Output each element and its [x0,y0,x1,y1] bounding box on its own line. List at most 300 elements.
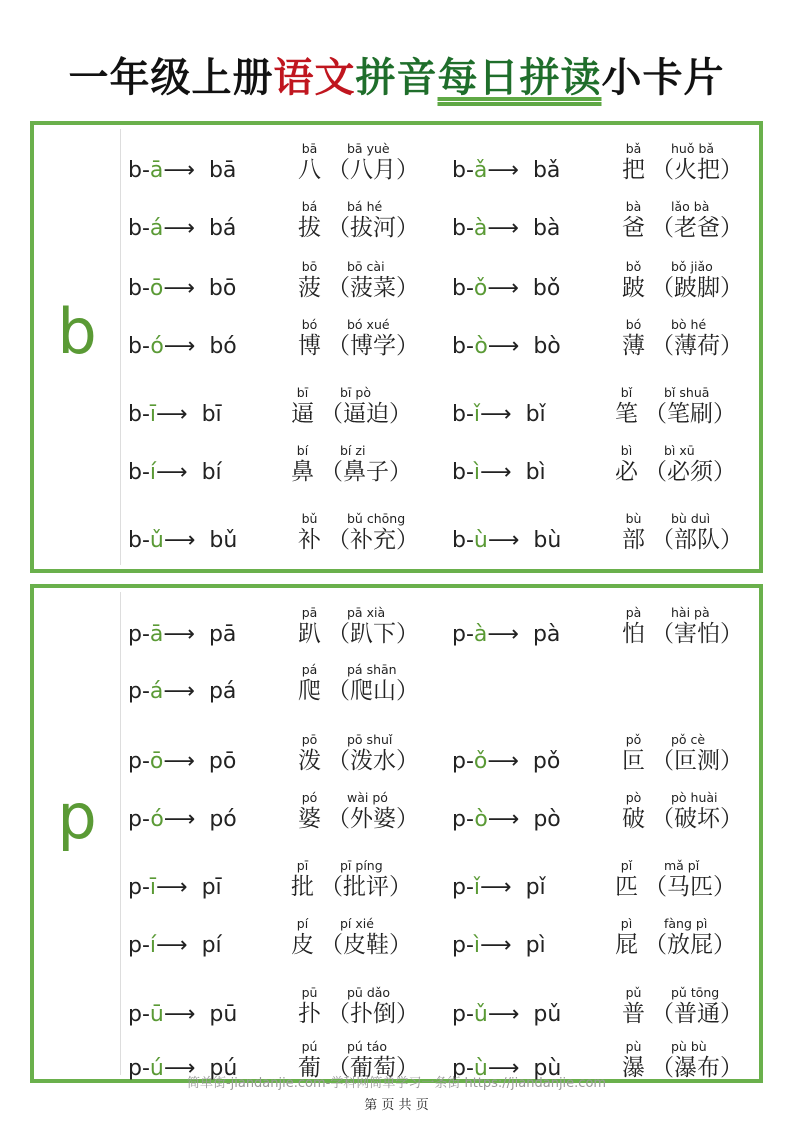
character: 菠 [298,275,321,301]
word-pinyin: pō shuǐ [347,732,393,747]
arrow: ⟶ [480,875,512,900]
spelling-formula [128,528,237,553]
word: （害怕） [651,621,743,647]
character: 八 [298,157,321,183]
character-pinyin: pà [625,605,642,620]
character: 趴 [298,621,321,647]
syllable-result: pí [201,933,222,958]
spelling-formula [452,402,546,427]
word-block [320,385,412,427]
word-pinyin: mǎ pǐ [664,858,700,873]
word-pinyin: pù bù [671,1039,707,1054]
syllable-result: bì [525,460,546,485]
character: 批 [291,874,314,900]
spelling-formula [452,622,560,647]
character-pinyin: bǐ [620,385,633,400]
tone-vowel: ì [473,460,481,485]
arrow: ⟶ [487,1056,520,1081]
consonant: b- [128,216,150,241]
syllable-result: pō [208,749,237,774]
word-block [320,858,412,900]
word-pinyin: fàng pì [664,916,708,931]
tone-vowel: ǐ [473,875,481,900]
tone-vowel: ǒ [473,276,488,301]
word-pinyin: pò huài [671,790,718,805]
word-block [651,141,743,183]
tone-vowel: ú [149,1056,164,1081]
spelling-formula [452,334,561,359]
word: （薄荷） [651,333,743,359]
word: （趴下） [327,621,419,647]
character-block [298,985,321,1027]
word-pinyin: huǒ bǎ [671,141,715,156]
card-panel-p [30,584,763,1083]
word-pinyin: bù duì [671,511,711,526]
pinyin-entry [452,507,762,557]
word: （批评） [320,874,412,900]
syllable-result: pà [532,622,561,647]
word: （跛脚） [651,275,743,301]
consonant: b- [452,528,474,553]
pinyin-entry [452,313,762,363]
character: 屁 [615,932,638,958]
pinyin-entry [128,137,438,187]
character-pinyin: pī [296,858,309,873]
character-block [298,259,321,301]
pinyin-entry [128,728,438,778]
word-block [644,858,736,900]
arrow: ⟶ [163,679,195,704]
consonant: p- [128,1002,150,1027]
word-block [651,317,743,359]
consonant: p- [452,1056,474,1081]
character-block [298,199,321,241]
spelling-formula [452,158,560,183]
consonant: b- [452,276,474,301]
syllable-result: pī [201,875,222,900]
pinyin-entry [452,195,762,245]
character: 普 [622,1001,645,1027]
consonant: b- [128,276,150,301]
title-part-pinyin: 拼音 [355,55,438,101]
spelling-formula [128,216,236,241]
pinyin-entry [128,786,438,836]
word-pinyin: pǔ tōng [671,985,720,1000]
word-pinyin: lǎo bà [671,199,710,214]
character-pinyin: bǒ [625,259,642,274]
word-pinyin: pú táo [347,1039,388,1054]
arrow: ⟶ [163,528,196,553]
arrow: ⟶ [163,276,195,301]
word: （菠菜） [327,275,419,301]
tone-vowel: ù [473,528,488,553]
arrow: ⟶ [487,528,520,553]
word-block [651,985,743,1027]
character: 把 [622,157,645,183]
character-pinyin: bì [620,443,633,458]
character-pinyin: pǔ [625,985,642,1000]
arrow: ⟶ [487,807,520,832]
word-block [651,511,743,553]
consonant: b- [128,402,150,427]
arrow: ⟶ [163,749,195,774]
word: （马匹） [644,874,736,900]
character-block [615,858,638,900]
character-pinyin: bó [301,317,318,332]
character-block [298,790,321,832]
character-block [622,199,645,241]
arrow: ⟶ [163,216,195,241]
tone-vowel: à [473,622,488,647]
syllable-result: pò [533,807,561,832]
word-pinyin: hài pà [671,605,710,620]
syllable-result: bā [208,158,237,183]
character-block [615,385,638,427]
arrow: ⟶ [487,276,519,301]
consonant: b- [452,460,474,485]
character-block [291,443,314,485]
tone-vowel: ā [149,158,164,183]
word-block [651,790,743,832]
character-block [622,790,645,832]
character-block [291,916,314,958]
pinyin-entry [452,381,762,431]
pinyin-entry [452,981,762,1031]
pinyin-entry [452,439,762,489]
spelling-formula [128,933,222,958]
pinyin-entry [128,313,438,363]
spelling-formula [128,276,236,301]
word: （瀑布） [651,1055,743,1081]
consonant: p- [452,749,474,774]
arrow: ⟶ [487,334,520,359]
syllable-result: bō [208,276,237,301]
arrow: ⟶ [163,1056,196,1081]
character-block [622,605,645,647]
spelling-formula [452,933,546,958]
word-block [651,199,743,241]
spelling-formula [128,1002,237,1027]
word-pinyin: bò hé [671,317,707,332]
word-block [327,317,419,359]
tone-vowel: ǔ [149,528,164,553]
arrow: ⟶ [163,334,196,359]
spelling-formula [452,807,561,832]
character: 鼻 [291,459,314,485]
consonant: b- [452,334,475,359]
pinyin-entry [452,786,762,836]
word-block [651,605,743,647]
consonant: p- [128,875,150,900]
word: （放屁） [644,932,736,958]
arrow: ⟶ [156,402,188,427]
footer-page-number: 第 页 共 页 [364,1098,429,1113]
character-pinyin: pú [301,1039,318,1054]
pinyin-entry [452,854,762,904]
spelling-formula [128,875,222,900]
word-block [651,732,743,774]
panel-divider [120,129,121,565]
character-pinyin: pá [301,662,318,677]
consonant: b- [128,460,150,485]
consonant: b- [128,334,151,359]
character-block [615,443,638,485]
character-block [622,732,645,774]
title-part-subject: 语文 [273,55,356,101]
syllable-result: bà [532,216,561,241]
character-pinyin: pū [301,985,318,1000]
consonant: p- [128,749,150,774]
word-pinyin: bī pò [340,385,371,400]
word-pinyin: bǐ shuā [664,385,710,400]
pinyin-entry [128,981,438,1031]
tone-vowel: ò [474,334,488,359]
word: （皮鞋） [320,932,412,958]
spelling-formula [452,875,546,900]
title-part-card: 小卡片 [601,55,725,101]
spelling-formula [128,807,237,832]
word-pinyin: wài pó [347,790,388,805]
character-pinyin: bù [625,511,642,526]
character-block [622,141,645,183]
word: （鼻子） [320,459,412,485]
character-pinyin: pā [301,605,318,620]
character-pinyin: bā [301,141,318,156]
spelling-formula [128,622,236,647]
consonant: p- [452,807,475,832]
word: （破坏） [651,806,743,832]
word-pinyin: bí zi [340,443,366,458]
word: （扑倒） [327,1001,419,1027]
character-block [622,317,645,359]
word-pinyin: pī píng [340,858,383,873]
character-pinyin: bá [301,199,318,214]
tone-vowel: á [149,679,164,704]
pinyin-entry [128,255,438,305]
arrow: ⟶ [480,460,512,485]
syllable-result: bò [533,334,561,359]
footer-watermark: 简单街-jiandanjie.com-学科网简单学习一条街 https://jiandanjie.com [186,1076,607,1091]
syllable-result: pì [525,933,546,958]
character-block [298,141,321,183]
tone-vowel: ǎ [473,158,488,183]
character: 薄 [622,333,645,359]
character-block [298,511,321,553]
tone-vowel: á [149,216,164,241]
character-block [622,259,645,301]
character-pinyin: pǒ [625,732,642,747]
word-block [644,443,736,485]
syllable-result: bó [209,334,237,359]
spelling-formula [128,402,222,427]
consonant: p- [128,1056,150,1081]
syllable-result: pā [208,622,237,647]
word-pinyin: pá shān [347,662,397,677]
arrow: ⟶ [480,402,512,427]
consonant: p- [128,807,151,832]
character-pinyin: pí [296,916,309,931]
word: （八月） [327,157,419,183]
tone-vowel: ō [149,749,164,774]
tone-vowel: ā [149,622,164,647]
tone-vowel: í [149,933,157,958]
pinyin-entry [128,601,438,651]
consonant: p- [128,622,150,647]
pinyin-entry [128,854,438,904]
character-block [298,732,321,774]
character-pinyin: bí [296,443,309,458]
arrow: ⟶ [163,158,195,183]
consonant: p- [452,875,474,900]
arrow: ⟶ [156,460,188,485]
spelling-formula [128,679,236,704]
pinyin-entry [128,195,438,245]
character: 逼 [291,401,314,427]
spelling-formula [452,276,560,301]
syllable-result: pó [209,807,237,832]
character-pinyin: bō [301,259,318,274]
word: （补充） [327,527,419,553]
title-part-daily: 每日拼读 [437,55,602,101]
word: （火把） [651,157,743,183]
character: 跛 [622,275,645,301]
word: （叵测） [651,748,743,774]
character: 叵 [622,748,645,774]
character: 补 [298,527,321,553]
title-part-grade: 一年级上册 [68,55,274,101]
tone-vowel: ò [474,807,488,832]
spelling-formula [128,460,222,485]
consonant: b- [452,158,474,183]
character-pinyin: pù [625,1039,642,1054]
character-block [615,916,638,958]
character-block [298,662,321,704]
syllable-result: pá [208,679,237,704]
consonant: p- [452,933,474,958]
character: 笔 [615,401,638,427]
syllable-result: bí [201,460,222,485]
pinyin-entry [128,912,438,962]
word-block [651,259,743,301]
tone-vowel: ū [149,1002,164,1027]
word-block [320,916,412,958]
spelling-formula [128,334,237,359]
spelling-formula [452,216,560,241]
arrow: ⟶ [156,933,188,958]
character-pinyin: bó [625,317,642,332]
spelling-formula [128,749,236,774]
word-block [327,605,419,647]
word: （必须） [644,459,736,485]
character-block [298,605,321,647]
word-pinyin: pǒ cè [671,732,706,747]
word-block [327,199,419,241]
character: 匹 [615,874,638,900]
word: （老爸） [651,215,743,241]
character-pinyin: pō [301,732,318,747]
character: 扑 [298,1001,321,1027]
syllable-result: bǐ [525,402,546,427]
tone-vowel: ǔ [473,1002,488,1027]
tone-vowel: à [473,216,488,241]
character: 博 [298,333,321,359]
character-block [622,985,645,1027]
word-pinyin: bǔ chōng [347,511,406,526]
consonant: p- [452,1002,474,1027]
arrow: ⟶ [480,933,512,958]
tone-vowel: ù [473,1056,488,1081]
syllable-result: pǐ [525,875,546,900]
spelling-formula [452,749,560,774]
arrow: ⟶ [156,875,188,900]
card-panel-b [30,121,763,573]
character-pinyin: bī [296,385,309,400]
spelling-formula [452,528,561,553]
tone-vowel: ī [149,402,157,427]
character-pinyin: bà [625,199,642,214]
consonant: p- [128,933,150,958]
word-pinyin: bó xué [347,317,390,332]
word: （爬山） [327,678,419,704]
character-pinyin: pì [620,916,633,931]
word-pinyin: bá hé [347,199,383,214]
arrow: ⟶ [487,216,519,241]
pinyin-entry [452,255,762,305]
character: 皮 [291,932,314,958]
syllable-result: pū [209,1002,238,1027]
character-pinyin: pó [301,790,318,805]
word-block [327,732,419,774]
character-pinyin: pǐ [620,858,633,873]
syllable-result: bī [201,402,222,427]
word-block [320,443,412,485]
word: （泼水） [327,748,419,774]
word: （外婆） [327,806,419,832]
panel-divider [120,592,121,1075]
tone-vowel: ó [150,334,164,359]
character: 怕 [622,621,645,647]
character: 拔 [298,215,321,241]
word-block [327,141,419,183]
word-block [327,259,419,301]
character-pinyin: bǎ [625,141,642,156]
tone-vowel: ī [149,875,157,900]
character-block [622,511,645,553]
arrow: ⟶ [487,622,519,647]
pinyin-entry [452,137,762,187]
syllable-result: pǔ [533,1002,562,1027]
word-block [644,385,736,427]
character: 瀑 [622,1055,645,1081]
syllable-result: bá [208,216,237,241]
big-letter: p [57,780,97,853]
word-block [327,790,419,832]
character: 必 [615,459,638,485]
word: （笔刷） [644,401,736,427]
tone-vowel: ì [473,933,481,958]
tone-vowel: í [149,460,157,485]
big-letter: b [57,295,97,368]
pinyin-entry [128,439,438,489]
word-pinyin: pā xià [347,605,386,620]
character: 爬 [298,678,321,704]
word-block [644,916,736,958]
tone-vowel: ǐ [473,402,481,427]
word: （普通） [651,1001,743,1027]
character-pinyin: bǔ [301,511,318,526]
syllable-result: pù [533,1056,562,1081]
tone-vowel: ǒ [473,749,488,774]
